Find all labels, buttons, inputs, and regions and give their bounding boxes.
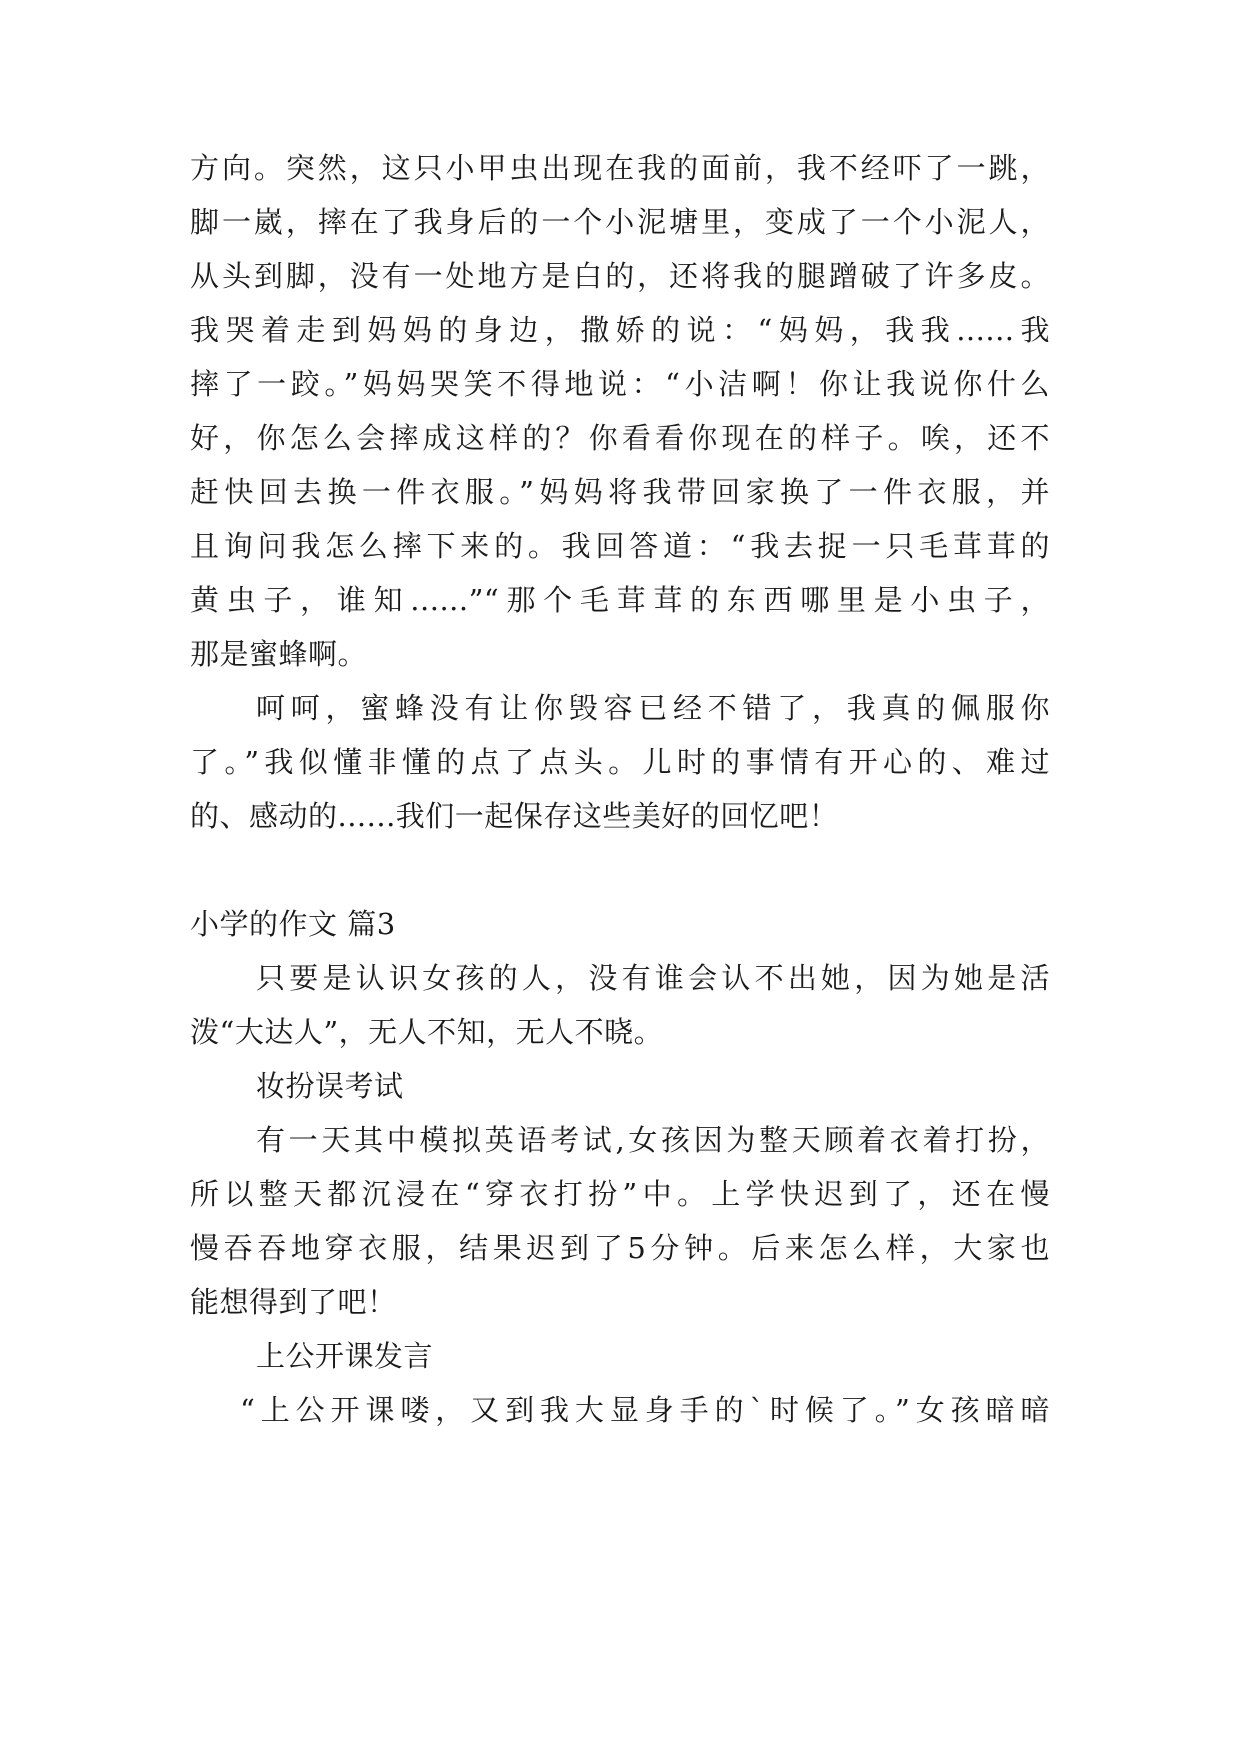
text-line: 黄虫子，谁知......”“那个毛茸茸的东西哪里是小虫子， (190, 583, 1050, 617)
subheading: 妆扮误考试 (256, 1069, 404, 1103)
text-line: 慢吞吞地穿衣服，结果迟到了5分钟。后来怎么样，大家也 (190, 1231, 1050, 1265)
text-line: 能想得到了吧！ (190, 1285, 397, 1319)
section-heading: 小学的作文 篇3 (190, 907, 396, 941)
paragraph-start: 只要是认识女孩的人，没有谁会认不出她，因为她是活 (256, 961, 1050, 995)
text-line: 从头到脚，没有一处地方是白的，还将我的腿蹭破了许多皮。 (190, 259, 1050, 293)
text-line: 的、感动的......我们一起保存这些美好的回忆吧！ (190, 799, 839, 833)
document-page (190, 0, 1050, 1754)
text-line: 所以整天都沉浸在“穿衣打扮”中。上学快迟到了，还在慢 (190, 1177, 1050, 1211)
paragraph-start: “上公开课喽，又到我大显身手的`时候了。”女孩暗暗 (240, 1393, 1050, 1427)
text-line: 好，你怎么会摔成这样的？你看看你现在的样子。唉，还不 (190, 421, 1050, 455)
paragraph-start: 有一天其中模拟英语考试,女孩因为整天顾着衣着打扮， (256, 1123, 1050, 1157)
text-line: 脚一崴，摔在了我身后的一个小泥塘里，变成了一个小泥人， (190, 205, 1050, 239)
paragraph-start: 呵呵，蜜蜂没有让你毁容已经不错了，我真的佩服你 (256, 691, 1050, 725)
text-line: 赶快回去换一件衣服。”妈妈将我带回家换了一件衣服，并 (190, 475, 1050, 509)
text-line: 泼“大达人”，无人不知，无人不晓。 (190, 1015, 664, 1049)
text-line: 那是蜜蜂啊。 (190, 637, 368, 671)
text-line: 我哭着走到妈妈的身边，撒娇的说：“妈妈，我我......我 (190, 313, 1050, 347)
text-line: 且询问我怎么摔下来的。我回答道：“我去捉一只毛茸茸的 (190, 529, 1050, 563)
text-line: 方向。突然，这只小甲虫出现在我的面前，我不经吓了一跳， (190, 151, 1050, 185)
text-line: 摔了一跤。”妈妈哭笑不得地说：“小洁啊！你让我说你什么 (190, 367, 1050, 401)
subheading: 上公开课发言 (256, 1339, 434, 1373)
text-line: 了。”我似懂非懂的点了点头。儿时的事情有开心的、难过 (190, 745, 1050, 779)
